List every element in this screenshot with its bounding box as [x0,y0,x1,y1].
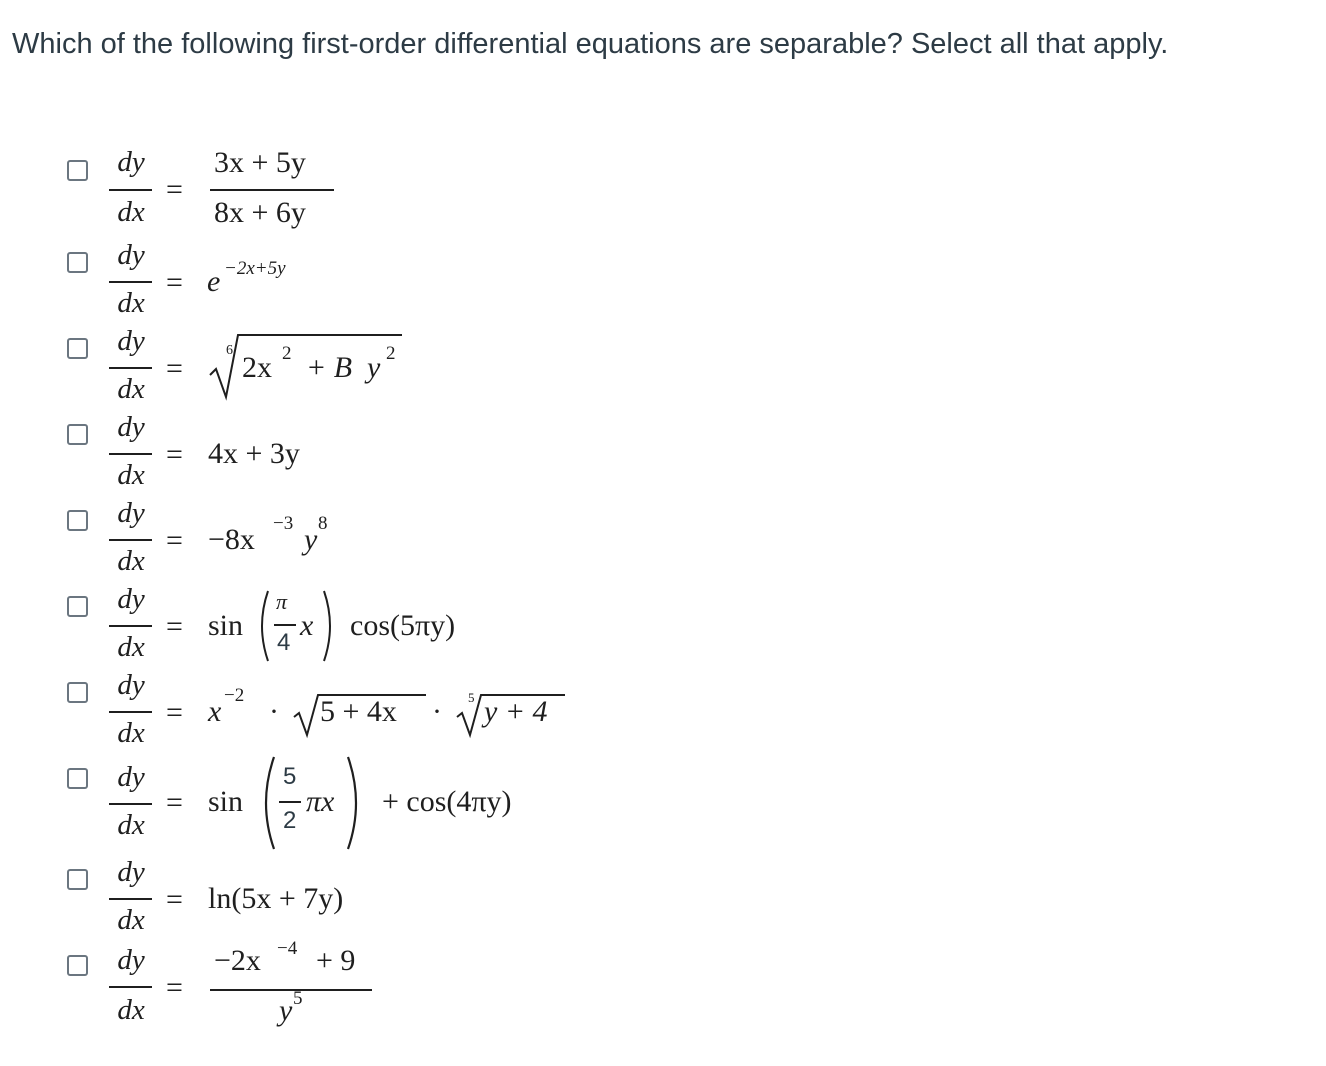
exponent: −2x+5y [224,258,286,279]
fraction-denominator: 4 [277,629,291,656]
sin-function: sin [208,609,244,642]
equals-sign: = [166,971,183,1004]
dx-denominator: dx [117,904,145,936]
dx-denominator: dx [117,545,145,577]
denominator-exponent: 5 [293,988,303,1009]
dy-numerator: dy [117,583,145,615]
rhs-expression: 4x + 3y [208,437,300,470]
cos-term: cos(5πy) [350,609,456,642]
fraction-bar [109,803,152,805]
option-5 [0,493,700,579]
left-paren [254,589,272,663]
coefficient-x: −8x [208,523,255,556]
dx-denominator: dx [117,287,145,319]
equals-sign: = [166,524,183,557]
exponent-a: 2 [282,343,292,364]
radicand-2: y + 4 [484,695,548,728]
option-1 [0,140,700,229]
fraction-numerator-pi: π [276,589,288,614]
root-index: 5 [468,690,475,705]
option-5-checkbox[interactable] [67,510,88,531]
exponent-x: −3 [273,513,294,534]
dy-numerator: dy [117,497,145,529]
dy-numerator: dy [117,856,145,888]
inner-fraction-bar [274,624,296,626]
fraction-bar [109,625,152,627]
dy-numerator: dy [117,761,145,793]
base-e: e [207,265,221,298]
dx-denominator: dx [117,809,145,841]
option-8-checkbox[interactable] [67,768,88,789]
equals-sign: = [166,610,183,643]
fraction-bar [109,898,152,900]
option-4-checkbox[interactable] [67,424,88,445]
root-index: 6 [226,343,233,358]
option-2-checkbox[interactable] [67,252,88,273]
fraction-bar [109,711,152,713]
fraction-bar [109,281,152,283]
equals-sign: = [166,438,183,471]
fraction-denominator: 2 [283,807,297,834]
option-1-checkbox[interactable] [67,160,88,181]
cos-term: + cos(4πy) [382,785,512,818]
left-paren [256,755,278,851]
variable-x: x [300,609,314,642]
option-10 [0,938,700,1027]
rhs-fraction-bar [210,189,334,191]
fraction-bar [109,367,152,369]
option-3 [0,321,700,407]
fraction-bar [109,539,152,541]
option-7-checkbox[interactable] [67,682,88,703]
dx-denominator: dx [117,196,145,228]
sin-function: sin [208,785,244,818]
dy-numerator: dy [117,411,145,443]
numerator-exponent: −4 [277,938,298,959]
dy-numerator: dy [117,944,145,976]
rhs-expression: ln(5x + 7y) [208,882,344,915]
option-9 [0,852,700,938]
fraction-bar [109,986,152,988]
multiplication-dot: · [269,695,279,728]
exponent-x: −2 [224,685,245,706]
question-text: Which of the following first-order differential equations are separable? Select all that apply. [12,28,1169,60]
option-7 [0,665,700,751]
equals-sign: = [166,352,183,385]
dx-denominator: dx [117,373,145,405]
equals-sign: = [166,786,183,819]
dy-numerator: dy [117,146,145,178]
rhs-numerator-b: + 9 [316,944,356,977]
fraction-bar [109,453,152,455]
pi-x-term: πx [306,785,335,818]
dy-numerator: dy [117,325,145,357]
equals-sign: = [166,173,183,206]
exponent-b: 2 [386,343,396,364]
option-10-checkbox[interactable] [67,955,88,976]
radicand-term-b: y [367,351,381,384]
dx-denominator: dx [117,994,145,1026]
option-6-checkbox[interactable] [67,596,88,617]
option-4 [0,407,700,493]
variable-x: x [208,695,222,728]
right-paren [320,589,338,663]
equals-sign: = [166,883,183,916]
rhs-denominator: 8x + 6y [214,196,306,229]
option-6 [0,579,700,665]
option-2 [0,235,700,321]
multiplication-dot: · [432,695,442,728]
rhs-denominator: y [279,994,293,1027]
equals-sign: = [166,696,183,729]
rhs-fraction-bar [210,989,372,991]
rhs-numerator-a: −2x [214,944,261,977]
dx-denominator: dx [117,459,145,491]
rhs-numerator: 3x + 5y [214,146,306,179]
fraction-bar [109,189,152,191]
radicand-plus-b: + B [306,351,353,384]
option-9-checkbox[interactable] [67,869,88,890]
radicand-1: 5 + 4x [320,695,397,728]
equals-sign: = [166,266,183,299]
dx-denominator: dx [117,717,145,749]
right-paren [344,755,366,851]
dy-numerator: dy [117,669,145,701]
inner-fraction-bar [279,801,301,803]
dy-numerator: dy [117,239,145,271]
exponent-y: 8 [318,513,328,534]
option-3-checkbox[interactable] [67,338,88,359]
variable-y: y [304,523,318,556]
option-8 [0,751,700,841]
fraction-numerator: 5 [283,763,297,790]
radicand-term-a: 2x [242,351,272,384]
dx-denominator: dx [117,631,145,663]
